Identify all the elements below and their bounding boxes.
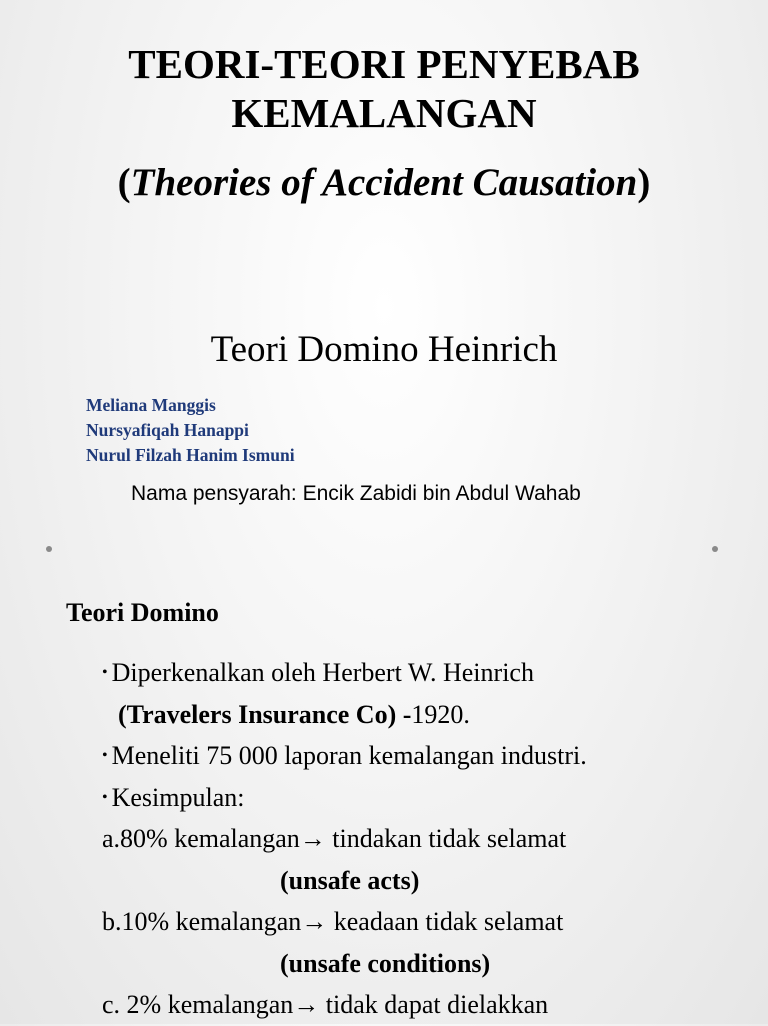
- topic-heading: Teori Domino Heinrich: [210, 329, 558, 370]
- lecturer-name: Nama pensyarah: Encik Zabidi bin Abdul Wahab: [131, 482, 581, 505]
- content-slide: [0, 560, 768, 1024]
- slide2-title: Teori Domino: [66, 598, 219, 627]
- list-item-b: b.10% kemalangan→ keadaan tidak selamat: [102, 907, 564, 936]
- slide-separator-dot-right: [712, 546, 718, 552]
- title-line-2: KEMALANGAN: [231, 90, 537, 136]
- bullet-text: Meneliti 75 000 laporan kemalangan industri.: [111, 741, 587, 770]
- bullet-text: Diperkenalkan oleh Herbert W. Heinrich: [111, 658, 534, 687]
- bullet-item: [102, 652, 742, 694]
- list-item-a-english: (unsafe acts): [280, 865, 420, 895]
- slide2-body: [102, 652, 742, 1026]
- bullet-item: [102, 735, 742, 777]
- author-name: Nurul Filzah Hanim Ismuni: [86, 445, 295, 465]
- slide-subtitle: [0, 160, 768, 205]
- subtitle-close-paren: ): [637, 161, 651, 204]
- author-list: [86, 393, 295, 468]
- title-line-1: TEORI-TEORI PENYEBAB: [128, 41, 640, 87]
- author-name: Meliana Manggis: [86, 395, 216, 415]
- subtitle-open-paren: (: [117, 161, 131, 204]
- bullet-icon: •: [102, 788, 108, 806]
- list-item-b-english: (unsafe conditions): [280, 948, 491, 978]
- bullet-item: [102, 777, 742, 819]
- bullet-icon: •: [102, 664, 108, 681]
- bullet-text: Kesimpulan:: [111, 782, 245, 812]
- list-item-c: c. 2% kemalangan→ tidak dapat dielakkan: [102, 990, 549, 1019]
- list-item-a: a.80% kemalangan→ tindakan tidak selamat: [102, 824, 567, 853]
- company-name: (Travelers Insurance Co) -: [118, 699, 412, 729]
- bullet-continuation: [102, 694, 742, 736]
- slide-separator-dot-left: [46, 546, 52, 552]
- author-name: Nursyafiqah Hanappi: [86, 420, 249, 440]
- subtitle-italic: Theories of Accident Causation: [130, 161, 638, 204]
- slide-title: [0, 40, 768, 138]
- year-text: 1920.: [411, 699, 470, 729]
- bullet-icon: •: [102, 747, 108, 764]
